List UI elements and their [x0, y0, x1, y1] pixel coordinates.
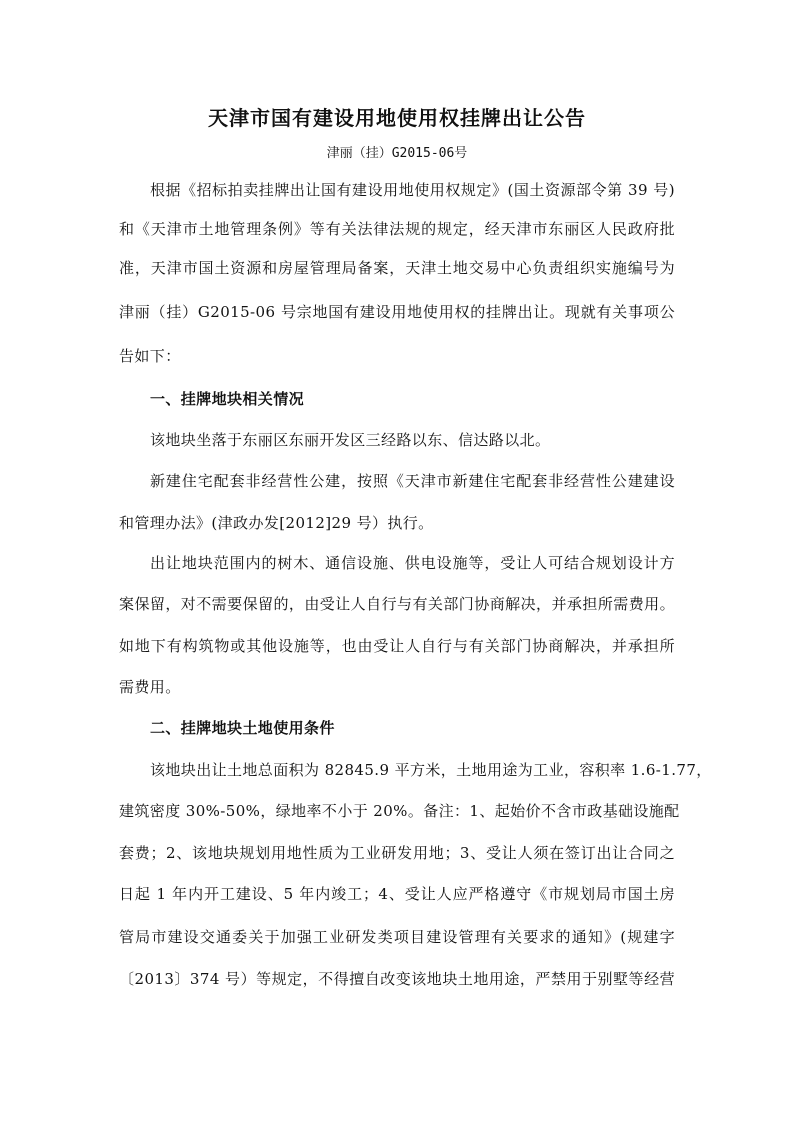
paragraph-line: 需费用。 [119, 678, 181, 696]
paragraph-line: 该地块出让土地总面积为 82845.9 平方米，土地用途为工业，容积率 1.6-1.77， [150, 761, 712, 779]
paragraph-line: 如地下有构筑物或其他设施等，也由受让人自行与有关部门协商解决，并承担所 [119, 637, 675, 655]
paragraph-line: 〔2013〕374 号）等规定，不得擅自改变该地块土地用途，严禁用于别墅等经营 [119, 970, 675, 988]
paragraph-line: 和管理办法》(津政办发[2012]29 号）执行。 [119, 514, 434, 532]
paragraph-line: 建筑密度 30%-50%，绿地率不小于 20%。备注：1、起始价不含市政基础设施配 [119, 802, 680, 820]
paragraph-line: 套费；2、该地块规划用地性质为工业研发用地；3、受让人须在签订出让合同之 [119, 844, 675, 862]
paragraph-line: 该地块坐落于东丽区东丽开发区三经路以东、信达路以北。 [150, 431, 551, 449]
paragraph-line: 案保留，对不需要保留的，由受让人自行与有关部门协商解决，并承担所需费用。 [119, 595, 675, 613]
document-number: 津丽（挂）G2015-06号 [326, 146, 468, 161]
section-heading: 二、挂牌地块土地使用条件 [150, 719, 335, 737]
intro-line: 告如下： [119, 347, 181, 365]
document-title: 天津市国有建设用地使用权挂牌出让公告 [208, 106, 586, 130]
intro-line: 津丽（挂）G2015-06 号宗地国有建设用地使用权的挂牌出让。现就有关事项公 [119, 303, 675, 321]
intro-line: 和《天津市土地管理条例》等有关法律法规的规定，经天津市东丽区人民政府批 [119, 220, 675, 238]
paragraph-line: 出让地块范围内的树木、通信设施、供电设施等，受让人可结合规划设计方 [150, 554, 675, 572]
paragraph-line: 管局市建设交通委关于加强工业研发类项目建设管理有关要求的通知》(规建字 [119, 928, 675, 946]
paragraph-line: 日起 1 年内开工建设、5 年内竣工；4、受让人应严格遵守《市规划局市国土房 [119, 885, 675, 903]
intro-line: 根据《招标拍卖挂牌出让国有建设用地使用权规定》(国土资源部令第 39 号) [150, 181, 675, 199]
paragraph-line: 新建住宅配套非经营性公建，按照《天津市新建住宅配套非经营性公建建设 [150, 472, 675, 490]
intro-line: 准，天津市国土资源和房屋管理局备案，天津土地交易中心负责组织实施编号为 [119, 259, 675, 277]
section-heading: 一、挂牌地块相关情况 [150, 390, 305, 408]
